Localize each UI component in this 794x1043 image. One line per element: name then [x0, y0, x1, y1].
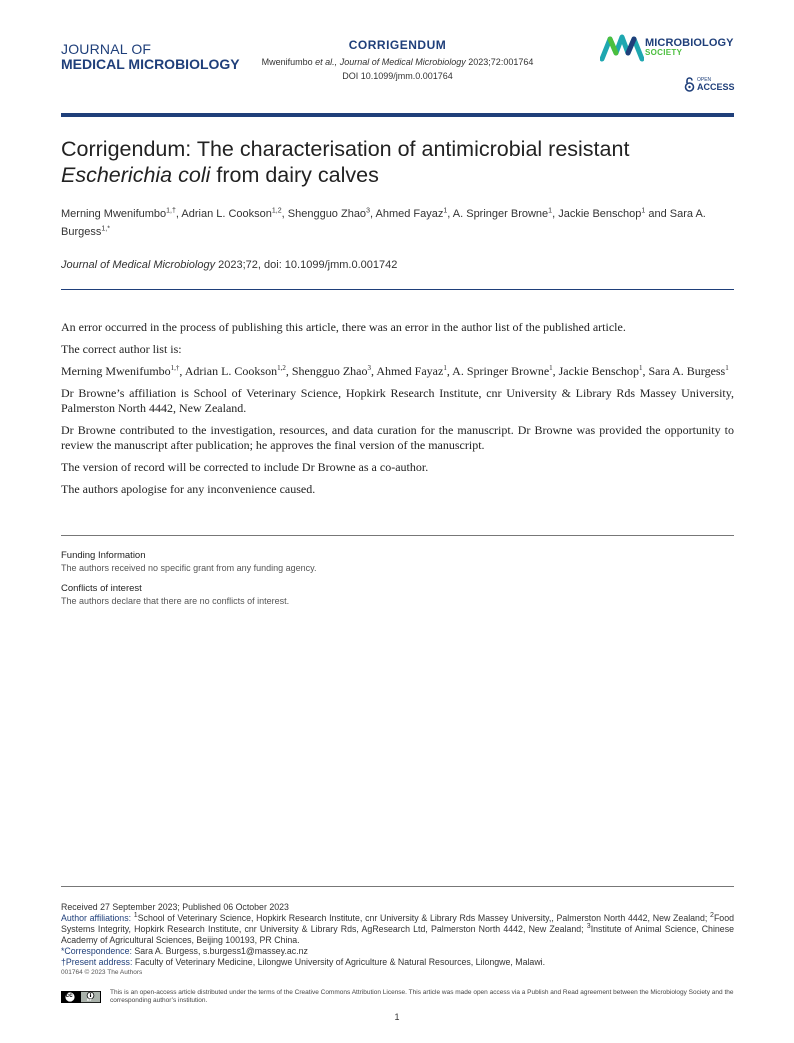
open-access-lock-icon: [684, 77, 695, 92]
correct-author-list: [61, 364, 734, 379]
author-separator: ,: [370, 364, 377, 378]
running-header: [230, 38, 565, 82]
author-and: and: [648, 208, 667, 220]
author-affiliation-marker: 1: [548, 207, 553, 215]
author-name: Ahmed Fayaz: [375, 208, 444, 220]
corrected-author-name: Sara A. Burgess: [648, 364, 726, 378]
title-line1: Corrigendum: The characterisation of antimicrobial resistant: [61, 137, 630, 161]
body-paragraph: Dr Browne contributed to the investigation, resources, and data curation for the manuscript. Dr Browne was provided the opportunity to review the manuscript after publication; he approves the final version of the manuscript.: [61, 423, 734, 452]
author-affiliation-marker: 1: [549, 364, 553, 372]
access-label: ACCESS: [697, 82, 735, 92]
correspondence-label: *Correspondence:: [61, 946, 132, 956]
cite-etal: et al.,: [315, 57, 338, 67]
author-separator: ,: [175, 208, 182, 220]
cite-author: Mwenifumbo: [261, 57, 313, 67]
author-separator: ,: [285, 364, 292, 378]
society-name-line2: SOCIETY: [645, 48, 683, 57]
corrected-author-name: Jackie Benschop: [558, 364, 639, 378]
society-name-line1: MICROBIOLOGY: [645, 37, 734, 49]
author-affiliation-marker: 1,2: [271, 207, 282, 215]
author-separator: ,: [642, 364, 649, 378]
corrected-author-name: Adrian L. Cookson: [184, 364, 278, 378]
author-affiliation-marker: 1: [725, 364, 729, 372]
citation-journal: Journal of Medical Microbiology: [61, 259, 216, 271]
microbiology-society-logo: [600, 33, 740, 69]
correspondence-text[interactable]: Sara A. Burgess, s.burgess1@massey.ac.nz: [134, 946, 308, 956]
society-mark-icon: [600, 33, 644, 63]
cc-by-license-icon[interactable]: [61, 990, 101, 1002]
funding-heading: Funding Information: [61, 550, 146, 561]
author-affiliation-marker: 1,2: [277, 364, 286, 372]
author-affiliation-marker: 1: [638, 364, 643, 372]
title-species: Escherichia coli: [61, 163, 211, 187]
copyright: 001764 © 2023 The Authors: [61, 969, 143, 976]
author-separator: ,: [446, 364, 453, 378]
conflicts-text: The authors declare that there are no conflicts of interest.: [61, 596, 290, 606]
running-citation: [230, 56, 565, 68]
author-separator: ,: [281, 208, 288, 220]
body-divider: [61, 535, 734, 536]
by-label: BY: [87, 998, 92, 1002]
received-dates: Received 27 September 2023; Published 06 October 2023: [61, 902, 289, 912]
body-paragraph: Dr Browne’s affiliation is School of Veterinary Science, Hopkirk Research Institute, cnr University & Library Rds Massey University, Palmerston North 4442, New Zealand.: [61, 386, 734, 415]
corrected-author-name: Ahmed Fayaz: [376, 364, 444, 378]
present-address: [61, 957, 734, 968]
citation-rest: 2023;72, doi: 10.1099/jmm.0.001742: [218, 259, 398, 271]
article-type: CORRIGENDUM: [348, 38, 447, 52]
author-affiliations: Author affiliations: $^1$School of Veterinary Science, Hopkirk Research Institute, cnr University & Library Rds Massey University,, Palmerston North 4442, New Zealand; $^2$Food Systems Integrity, Hopkirk Research Institute, cnr University & Library Rds, AgResearch Ltd, Palmerston North 4442, New Zealand; $^3$Institute of Animal Science, Chinese Academy of Agricultural Sciences, Beijing 100193, PR China.: [61, 912, 734, 945]
cite-journal: Journal of Medical Microbiology: [339, 57, 466, 67]
cite-rest: 2023;72:001764: [468, 57, 534, 67]
open-access-badge: [684, 77, 736, 93]
doi[interactable]: DOI 10.1099/jmm.0.001764: [342, 71, 453, 81]
affiliations-label: Author affiliations:: [61, 913, 132, 923]
body-paragraph: An error occurred in the process of publishing this article, there was an error in the author list of the published article.: [61, 320, 626, 334]
author-affiliation-marker: 1,†: [170, 364, 180, 372]
author-separator: ,: [369, 208, 376, 220]
author-affiliation-marker: 1,*: [101, 225, 110, 233]
author-name: A. Springer Browne: [452, 208, 549, 220]
author-name: Jackie Benschop: [558, 208, 642, 220]
body-paragraph: The correct author list is:: [61, 342, 182, 356]
present-address-label: †Present address:: [61, 957, 133, 967]
author-separator: ,: [552, 208, 559, 220]
header-divider: [61, 113, 734, 117]
title-divider: [61, 289, 734, 290]
corrected-author-name: A. Springer Browne: [452, 364, 550, 378]
body-paragraph: The authors apologise for any inconvenience caused.: [61, 482, 316, 496]
journal-name-line2: MEDICAL MICROBIOLOGY: [61, 56, 240, 72]
author-name: Merning Mwenifumbo: [61, 208, 167, 220]
journal-name-line1: JOURNAL OF: [61, 41, 152, 57]
author-affiliation-marker: 1: [443, 207, 448, 215]
author-affiliation-marker: 1,†: [166, 207, 176, 215]
author-separator: ,: [179, 364, 185, 378]
author-name: Sara A. Burgess: [61, 208, 706, 238]
footer-divider: [61, 886, 734, 887]
author-name: Shengguo Zhao: [287, 208, 367, 220]
corrected-author-name: Shengguo Zhao: [291, 364, 368, 378]
present-address-text: Faculty of Veterinary Medicine, Lilongwe University of Agriculture & Natural Resources, Lilongwe, Malawi.: [134, 957, 546, 967]
article-footer: [61, 902, 734, 977]
author-affiliation-marker: 3: [367, 364, 371, 372]
funding-text: The authors received no specific grant from any funding agency.: [61, 563, 317, 573]
page-number: 1: [394, 1012, 400, 1022]
cc-label: cc: [65, 992, 73, 999]
license-statement: This is an open-access article distributed under the terms of the Creative Commons Attribution License. This article was made open access via a Publish and Read agreement between the Microbiology Society and the corresponding author’s institution.: [110, 989, 734, 1004]
author-separator: ,: [552, 364, 559, 378]
title-rest: from dairy calves: [216, 163, 379, 187]
author-name: Adrian L. Cookson: [181, 208, 272, 220]
author-separator: ,: [447, 208, 453, 220]
article-title: [61, 136, 734, 188]
corrected-author-name: Merning Mwenifumbo: [61, 364, 171, 378]
body-paragraph: The version of record will be corrected to include Dr Browne as a co-author.: [61, 460, 429, 474]
author-affiliation-marker: 3: [366, 207, 370, 215]
author-affiliation-marker: 1: [443, 364, 447, 372]
original-citation: [61, 258, 734, 272]
correspondence: [61, 946, 734, 957]
author-affiliation-marker: 1: [641, 207, 646, 215]
open-label: OPEN: [697, 77, 712, 83]
article-body: [61, 320, 734, 504]
author-list: [61, 205, 734, 241]
conflicts-heading: Conflicts of interest: [61, 583, 142, 594]
